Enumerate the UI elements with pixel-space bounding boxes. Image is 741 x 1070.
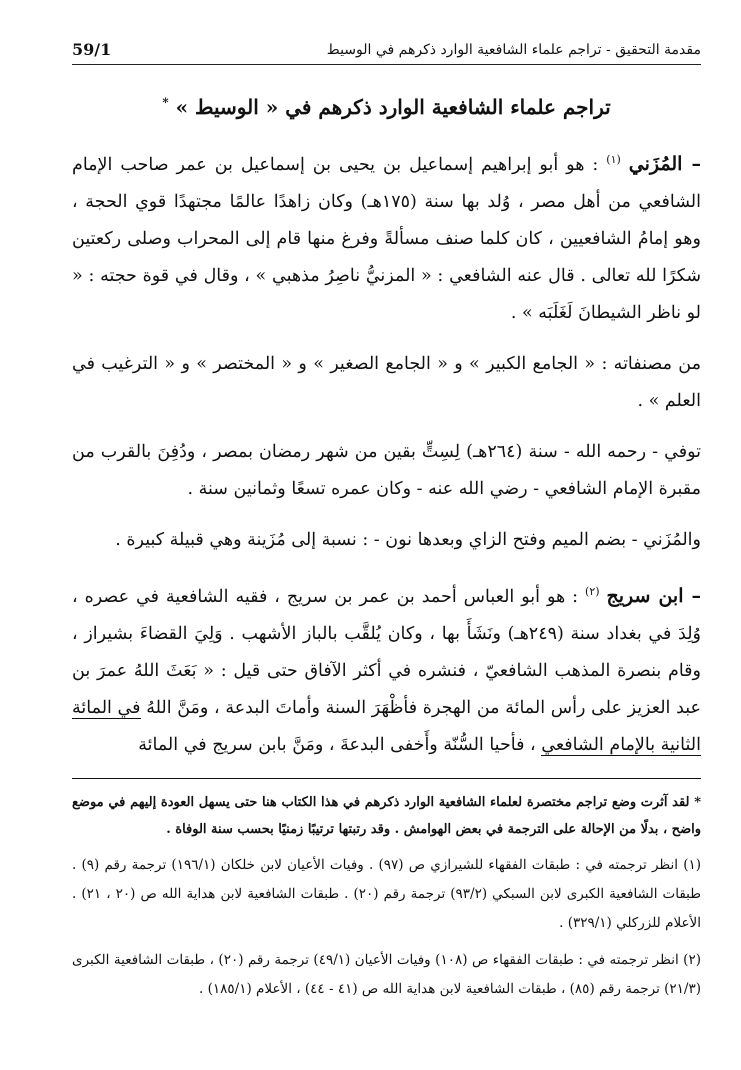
entry-tail-ibn-surayj: ، فأحيا السُّنّة وأَخفى البدعةَ ، ومَنَّ بابن سريج في المائة (138, 734, 536, 755)
title-footnote-marker: * (162, 95, 169, 110)
footnote-ref-1: (١) (606, 153, 621, 166)
footnote-ref-2: (٢) (585, 584, 600, 598)
footnote-star: * لقد آثرت وضع تراجم مختصرة لعلماء الشافعية الوارد ذكرهم في هذا الكتاب هنا حتى يسهل العودة إليهم في موضع واضح ، بدلًا من الإحالة على الترجمة في بعض الهوامش . وقد رتبتها ترتيبًا زمنيًا بحسب سنة الوفاة . (72, 794, 701, 837)
entry-muzani (72, 141, 701, 332)
muzani-nisba: والمُزَني - بضم الميم وفتح الزاي وبعدها نون - : نسبة إلى مُزَينة وهي قبيلة كبيرة . (115, 529, 701, 550)
entry-text-muzani: : هو أبو إبراهيم إسماعيل بن يحيى بن إسماعيل بن عمر صاحب الإمام الشافعي من أهل مصر ، وُلد بها سنة (١٧٥هـ) وكان زاهدًا عالمًا مجتهدًا قوي الحجة ، وهو إمامُ الشافعيين ، كان كلما صنف مسألةً وفرغ منها قام إلى المحراب وصلى ركعتين شكرًا لله تعالى . قال عنه الشافعي : « المزنيُّ ناصِرُ مذهبي » ، وقال في قوة حجته : « لو ناظر الشيطانَ لَغَلَبَه » . (72, 154, 701, 323)
page-header (72, 40, 701, 65)
section-title (72, 95, 701, 119)
muzani-works: من مصنفاته : « الجامع الكبير » و « الجامع الصغير » و « المختصر » و « الترغيب في العلم » . (72, 353, 701, 411)
running-title: مقدمة التحقيق - تراجم علماء الشافعية الوارد ذكرهم في الوسيط (326, 42, 701, 58)
muzani-death: توفي - رحمه الله - سنة (٢٦٤هـ) لِسِتٍّ بقين من شهر رمضان بمصر ، ودُفِنَ بالقرب من مقبرة الإمام الشافعي - رضي الله عنه - وكان عمره تسعًا وثمانين سنة . (72, 441, 701, 499)
entry-name-muzani: – المُزَني (628, 152, 701, 175)
footnote-separator (72, 778, 701, 779)
section-title-text: تراجم علماء الشافعية الوارد ذكرهم في « الوسيط » (175, 95, 611, 119)
footnote-2: (٢) انظر ترجمته في : طبقات الفقهاء ص (١٠٨) وفيات الأعيان (٤٩/١) ترجمة رقم (٢٠) ، طبقات الشافعية الكبرى (٢١/٣) ترجمة رقم (٨٥) ، طبقات الشافعية لابن هداية الله ص (٤١ - ٤٤) ، الأعلام (١٨٥/١) . (72, 951, 701, 997)
entry-name-ibn-surayj: – ابن سريج (606, 584, 701, 607)
page-number: 59/1 (72, 40, 112, 59)
entry-text-ibn-surayj: : هو أبو العباس أحمد بن عمر بن سريج ، فقيه الشافعية في عصره ، وُلِدَ في بغداد سنة (٢٤٩هـ) ونَشَأَ بها ، وكان يُلقَّب بالباز الأشهب . وَلِيَ القضاءَ بشيراز ، وقام بنصرة المذهب الشافعيّ ، فنشره في أكثر الآفاق حتى قيل : « بَعَثَ اللهُ عمرَ بن عبد العزيز على رأس المائة من الهجرة فأظْهَرَ السنة وأماتَ البدعة ، ومَنَّ اللهُ (72, 586, 701, 718)
footnote-1: (١) انظر ترجمته في : طبقات الفقهاء للشيرازي ص (٩٧) . وفيات الأعيان لابن خلكان (١٩٦/١) ترجمة رقم (٩) . طبقات الشافعية الكبرى لابن السبكي (٩٣/٢) ترجمة رقم (٢٠) . طبقات الشافعية لابن هداية الله ص (٢٠ ، ٢١) . الأعلام للزركلي (٣٢٩/١) . (72, 856, 702, 931)
underlined-phrase: في المائة الثانية بالإمام الشافعي (72, 697, 701, 755)
entry-ibn-surayj (72, 573, 701, 764)
